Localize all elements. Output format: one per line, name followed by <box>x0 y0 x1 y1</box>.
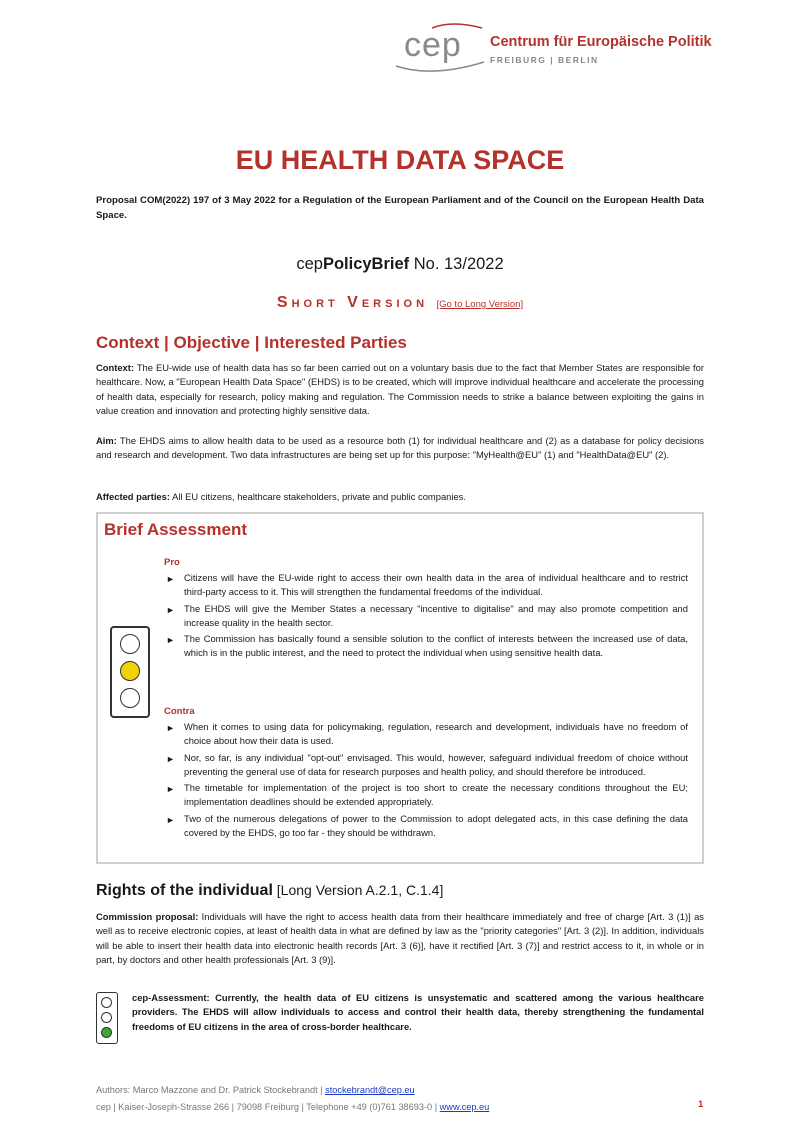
pro-item <box>164 602 688 631</box>
cep-logo <box>392 22 712 74</box>
aim-paragraph <box>96 434 704 463</box>
contra-item <box>164 812 688 841</box>
contra-label: Contra <box>164 706 195 717</box>
aim-label: Aim: <box>96 435 117 446</box>
long-version-link[interactable]: [Go to Long Version] <box>436 299 524 310</box>
cep-assessment-label: cep-Assessment: <box>132 992 210 1003</box>
affected-text: All EU citizens, healthcare stakeholders, private and public companies. <box>169 491 466 502</box>
contra-item-text: Two of the numerous delegations of power to the Commission to adopt delegated acts, in this case defining the data covered by the EHDS, go too far - they should be withdrawn. <box>184 812 688 839</box>
brief-number: No. 13/2022 <box>409 255 504 273</box>
page-number: 1 <box>698 1099 704 1110</box>
footer-authors-line <box>96 1082 489 1099</box>
rights-proposal-paragraph <box>96 910 704 967</box>
pro-item-text: Citizens will have the EU-wide right to access their own health data in the area of individual healthcare and to restrict third-party access to it. This will strengthen the fundamental freedoms of the individual. <box>184 572 688 598</box>
author-email-link[interactable]: stockebrandt@cep.eu <box>325 1085 415 1095</box>
small-light-middle-lamp <box>101 1012 112 1023</box>
small-light-top-lamp <box>101 997 112 1008</box>
brief-prefix: cep <box>296 255 323 273</box>
traffic-light-icon <box>110 626 150 718</box>
footer <box>96 1082 489 1116</box>
bullet-arrow-icon: ► <box>166 784 175 795</box>
contra-item <box>164 781 688 810</box>
rights-proposal-text: Individuals will have the right to access health data from their healthcare immediately and free of charge [Art. 3 (1)] as well as to receive electronic copies, at least of health data in what are defined by law as the "priority categories" [Art. 3 (2)]. In addition, individuals will be able to insert their health data into electronic health records [Art. 3 (6)], have it rectified [Art. 3 (7)] and restrict access to it, in whole or in part, by doctors and other health professionals [Art. 3 (9)]. <box>96 911 704 965</box>
brief-bold: PolicyBrief <box>322 255 410 273</box>
bullet-arrow-icon: ► <box>166 753 175 764</box>
cep-assessment-text: Currently, the health data of EU citizens is unsystematic and scattered among the various healthcare providers. The EHDS will allow individuals to access and control their health data, thereby strengthening the fundamental freedoms of EU citizens in the area of cross-border healthcare. <box>132 992 704 1032</box>
affected-label: Affected parties: <box>96 491 170 502</box>
logo-mark: cep <box>404 26 462 64</box>
contra-item <box>164 751 688 780</box>
rights-heading-ref: [Long Version A.2.1, C.1.4] <box>272 882 444 898</box>
bullet-arrow-icon: ► <box>166 635 175 646</box>
pro-item <box>164 571 688 600</box>
context-label: Context: <box>96 362 135 373</box>
contra-item-text: When it comes to using data for policymaking, regulation, research and development, individuals have no freedom of choice about how their data is used. <box>184 721 688 747</box>
context-heading: Context | Objective | Interested Parties <box>96 333 407 352</box>
aim-text: The EHDS aims to allow health data to be used as a resource both (1) for individual healthcare and (2) as a database for policy decisions and research and development. Two data infrastructures are being set up for this purpose: "MyHealth@EU" (1) and "HealthData@EU" (2). <box>96 435 704 461</box>
pro-item <box>164 632 688 661</box>
short-version-line <box>0 294 800 312</box>
rights-heading-text: Rights of the individual <box>96 882 273 899</box>
pro-label: Pro <box>164 557 180 568</box>
policy-brief-number <box>0 255 800 274</box>
small-light-bottom-lamp <box>101 1027 112 1038</box>
pro-item-text: The EHDS will give the Member States a necessary "incentive to digitalise" and may also promote competition and increase quality in the health sector. <box>184 602 688 628</box>
cep-assessment-paragraph <box>132 991 704 1034</box>
bullet-arrow-icon: ► <box>166 814 175 825</box>
traffic-light-top-lamp <box>120 634 140 654</box>
brief-assessment-title: Brief Assessment <box>104 520 247 539</box>
pro-item-text: The Commission has basically found a sensible solution to the conflict of interests between the increased use of data, which is in the public interest, and the need to protect the individual when using sensitive health data. <box>184 633 688 659</box>
traffic-light-bottom-lamp <box>120 688 140 708</box>
short-version-label: Short Version <box>276 294 429 311</box>
affected-paragraph <box>96 490 704 504</box>
bullet-arrow-icon: ► <box>166 574 175 584</box>
contra-item-text: Nor, so far, is any individual "opt-out" envisaged. This would, however, safeguard individual freedom of choice without preventing the general use of data for research purposes and health policy, and should therefore be introduced. <box>184 751 688 777</box>
logo-subtitle: FREIBURG | BERLIN <box>490 55 599 65</box>
contra-item-text: The timetable for implementation of the project is too short to create the necessary conditions throughout the EU; implementation deadlines should be extended appropriately. <box>184 782 688 808</box>
bullet-arrow-icon: ► <box>166 604 175 615</box>
contra-list <box>164 720 688 842</box>
traffic-light-middle-lamp <box>120 661 140 681</box>
footer-address-line <box>96 1099 489 1116</box>
logo-name: Centrum für Europäische Politik <box>490 34 712 50</box>
context-text: The EU-wide use of health data has so far been carried out on a voluntary basis due to the fact that Member States are responsible for healthcare. Now, a "European Health Data Space" (EHDS) is to be created, which will improve individual healthcare and accelerate the processing of health data, especially for research, policy making and regulation. The Commission needs to strike a balance between exploiting the gains in value creation and innovation and protecting highly sensitive data. <box>96 362 704 416</box>
document-title: EU HEALTH DATA SPACE <box>235 145 565 175</box>
small-traffic-light-icon <box>96 992 118 1044</box>
website-link[interactable]: www.cep.eu <box>439 1102 490 1112</box>
bullet-arrow-icon: ► <box>166 723 175 733</box>
brief-assessment-box <box>96 512 704 864</box>
rights-heading <box>96 882 443 900</box>
proposal-line: Proposal COM(2022) 197 of 3 May 2022 for a Regulation of the European Parliament and of the Council on the European Health Data Space. <box>96 195 704 221</box>
pro-list <box>164 571 688 663</box>
context-paragraph <box>96 361 704 418</box>
footer-address: cep | Kaiser-Joseph-Strasse 266 | 79098 Freiburg | Telephone +49 (0)761 38693-0 | <box>96 1102 440 1112</box>
rights-proposal-label: Commission proposal: <box>96 911 199 922</box>
contra-item <box>164 720 688 749</box>
footer-authors: Authors: Marco Mazzone and Dr. Patrick Stockebrandt | <box>96 1085 326 1095</box>
